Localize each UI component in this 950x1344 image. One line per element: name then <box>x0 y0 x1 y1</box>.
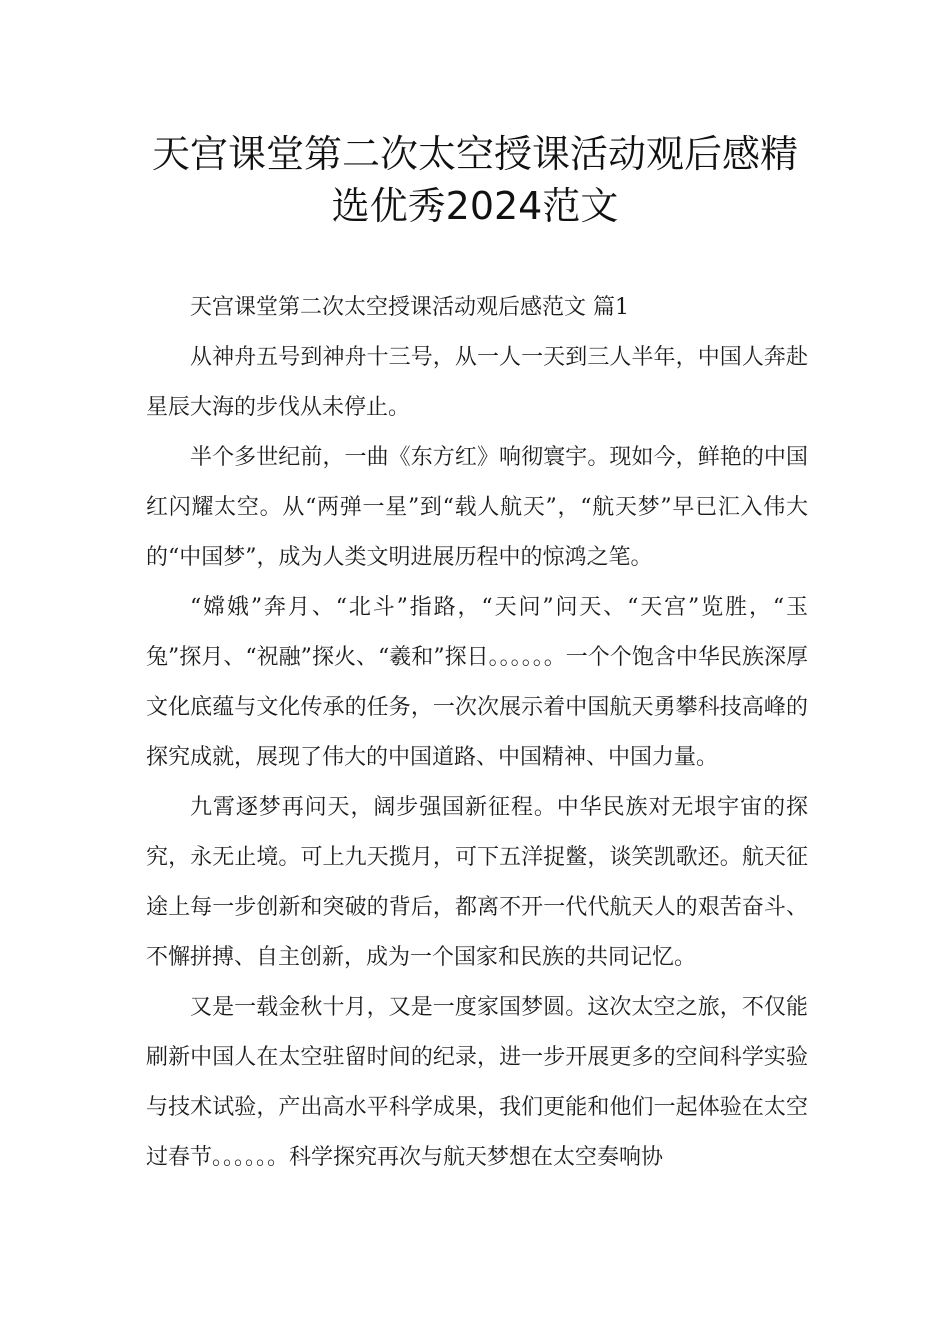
paragraph-3: “嫦娥”奔月、“北斗”指路，“天问”问天、“天宫”览胜，“玉兔”探月、“祝融”探火、“羲和”探日。。。。。。一个个饱含中华民族深厚文化底蕴与文化传承的任务，一次次展示着中国航天勇攀科技高峰的探究成就，展现了伟大的中国道路、中国精神、中国力量。 <box>146 595 808 770</box>
document-title <box>120 128 830 232</box>
paragraph-4: 九霄逐梦再问天，阔步强国新征程。中华民族对无垠宇宙的探究，永无止境。可上九天揽月，可下五洋捉鳖，谈笑凯歌还。航天征途上每一步创新和突破的背后，都离不开一代代航天人的艰苦奋斗、不懈拼搏、自主创新，成为一个国家和民族的共同记忆。 <box>146 795 808 970</box>
paragraph-1: 从神舟五号到神舟十三号，从一人一天到三人半年，中国人奔赴星辰大海的步伐从未停止。 <box>146 345 808 420</box>
paragraph-5: 又是一载金秋十月，又是一度家国梦圆。这次太空之旅，不仅能刷新中国人在太空驻留时间的纪录，进一步开展更多的空间科学实验与技术试验，产出高水平科学成果，我们更能和他们一起体验在太空过春节。。。。。。科学探究再次与航天梦想在太空奏响协 <box>146 995 808 1170</box>
title-line-2: 选优秀2024范文 <box>331 184 619 228</box>
document-body <box>146 283 808 1183</box>
paragraph-2: 半个多世纪前，一曲《东方红》响彻寰宇。现如今，鲜艳的中国红闪耀太空。从“两弹一星”到“载人航天”，“航天梦”早已汇入伟大的“中国梦”，成为人类文明进展历程中的惊鸿之笔。 <box>146 445 809 570</box>
title-line-1: 天宫课堂第二次太空授课活动观后感精 <box>151 132 798 176</box>
section-heading: 天宫课堂第二次太空授课活动观后感范文 篇1 <box>190 295 629 320</box>
